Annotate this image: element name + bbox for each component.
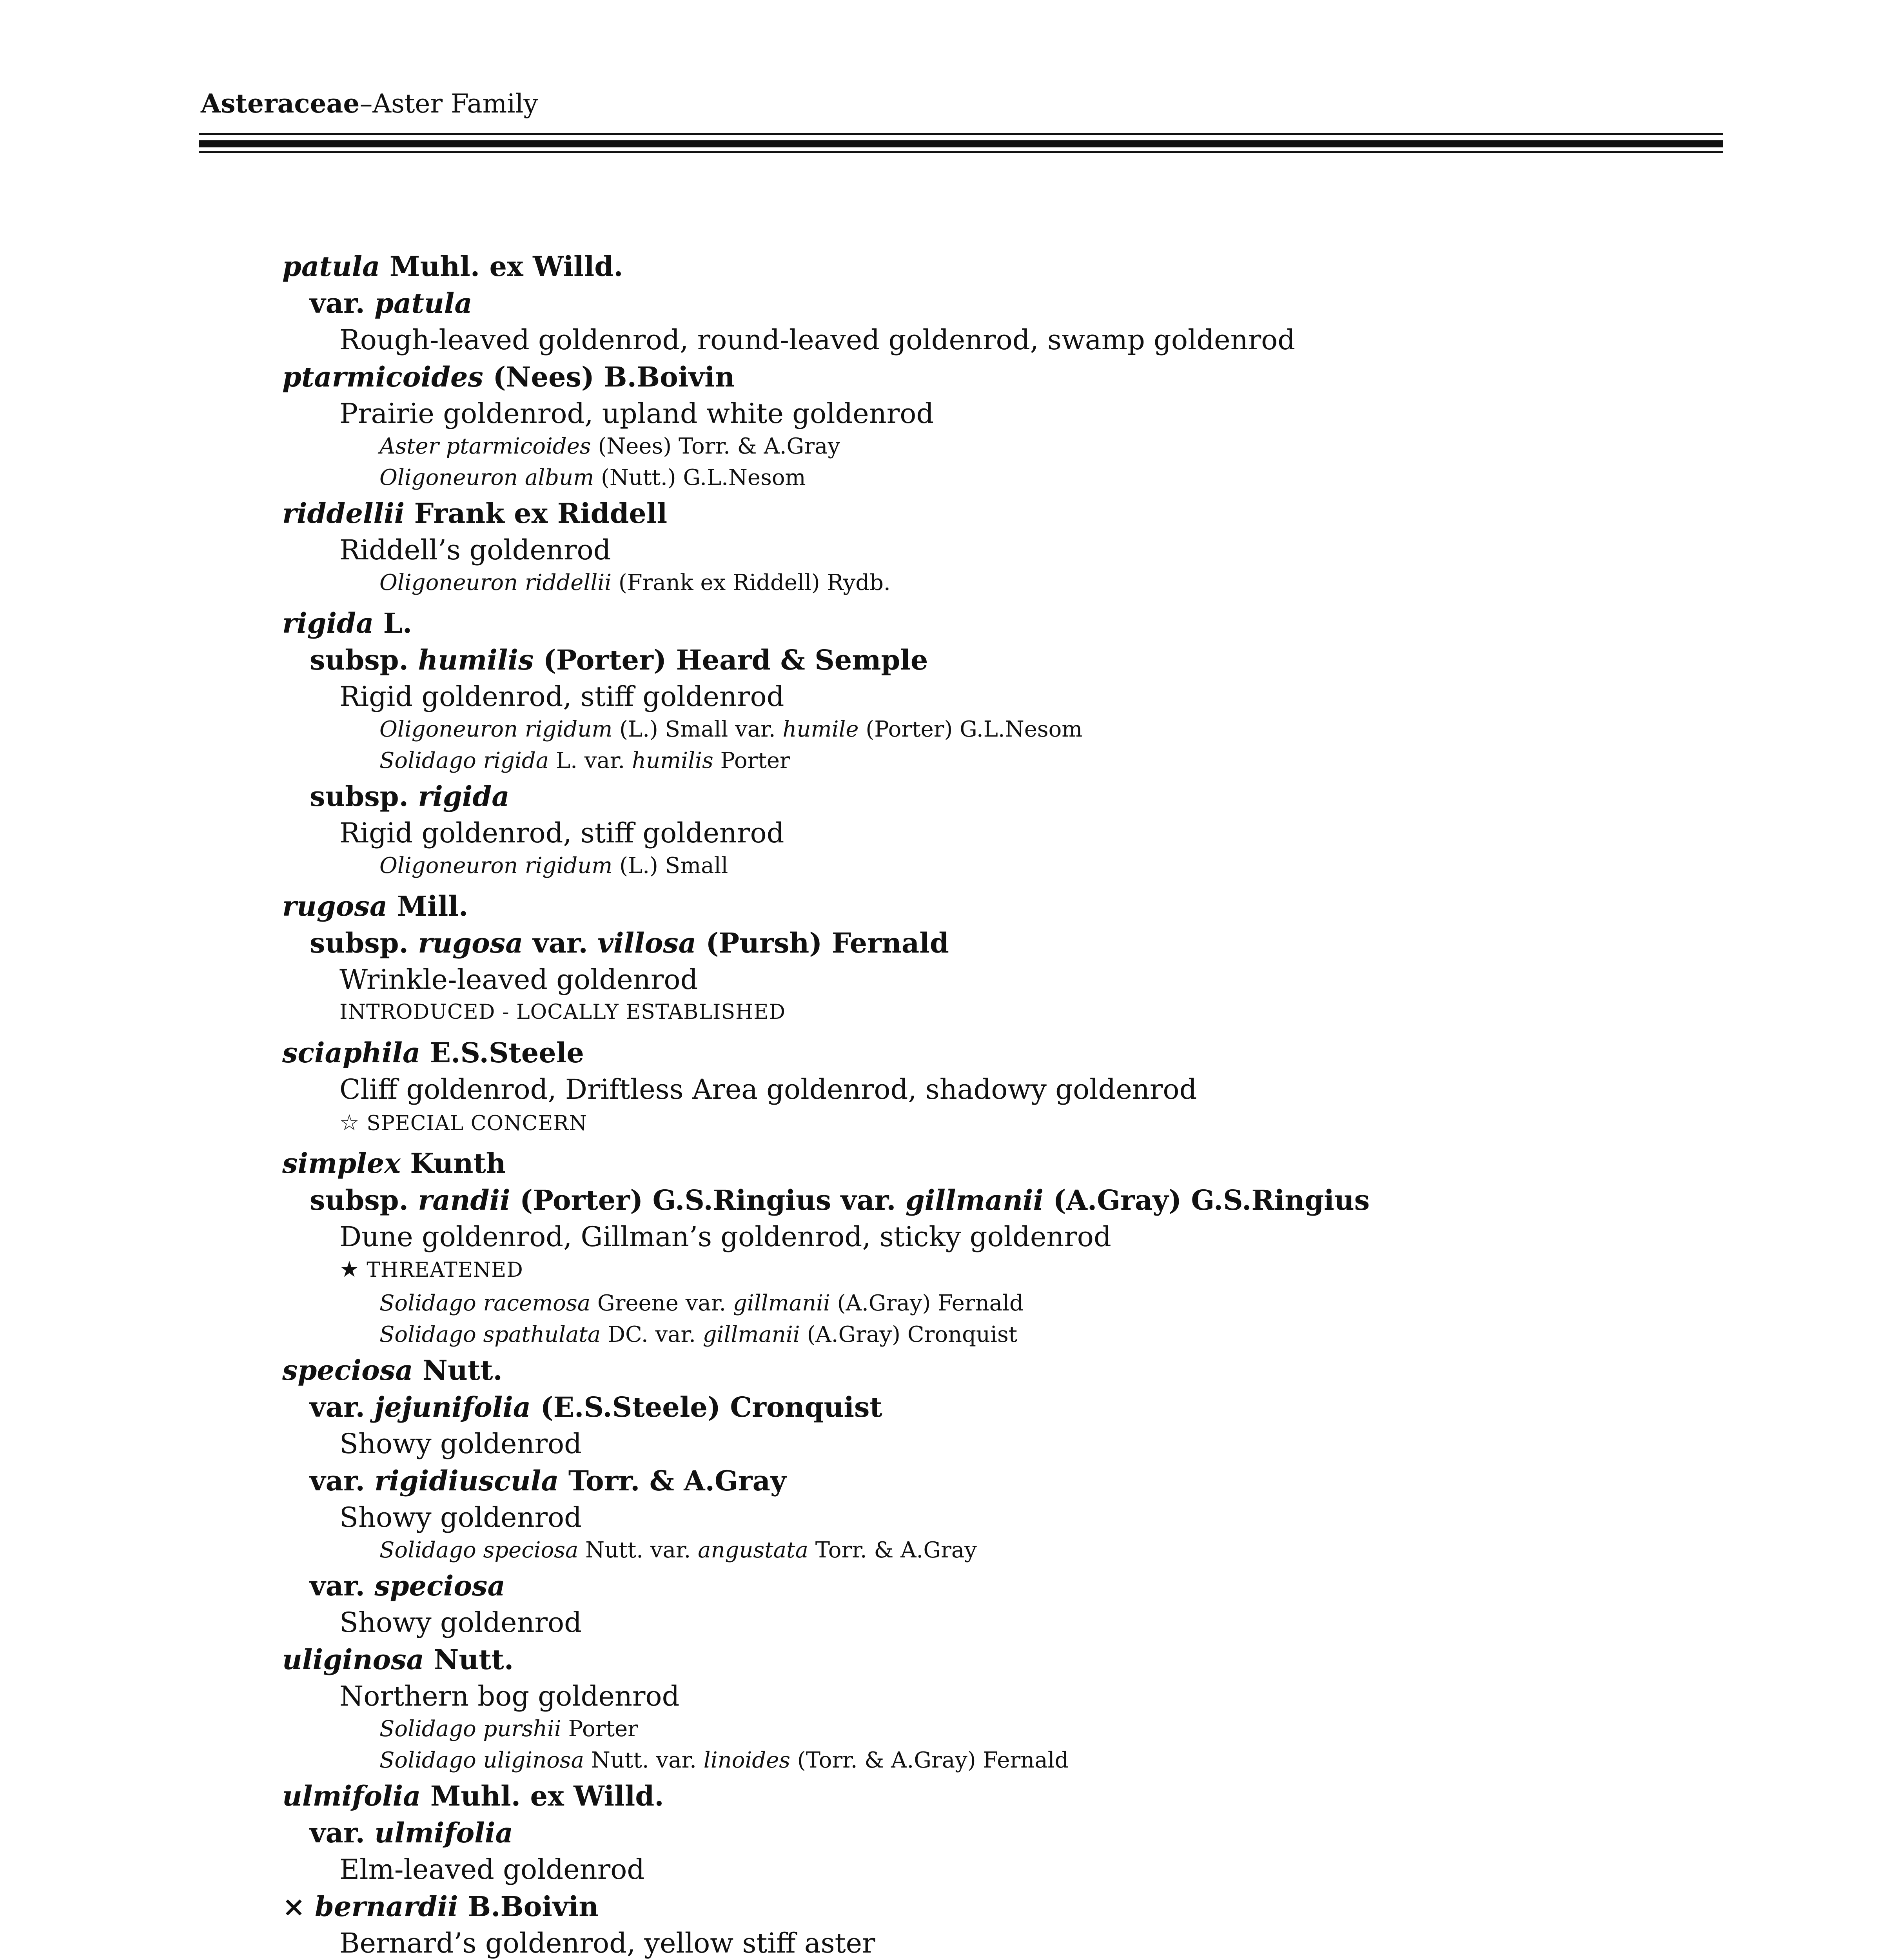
- entry-species: [282, 361, 735, 393]
- italic-name: angustata: [698, 1537, 808, 1563]
- text-run: DC. var.: [601, 1322, 703, 1347]
- text-run: Elm-leaved goldenrod: [339, 1853, 645, 1886]
- text-run: L.: [374, 607, 412, 639]
- entry-syn: [379, 1290, 1024, 1316]
- entry-syn: [379, 717, 1082, 742]
- entry-infra: [310, 1570, 505, 1602]
- header-family-name: Asteraceae: [201, 88, 360, 119]
- entry-common: [339, 1221, 1111, 1253]
- italic-name: Aster ptarmicoides: [379, 434, 591, 459]
- entry-infra: [310, 644, 928, 676]
- text-run: E.S.Steele: [420, 1036, 584, 1069]
- italic-name: Solidago purshii: [379, 1716, 561, 1742]
- italic-name: simplex: [282, 1147, 401, 1180]
- entry-infra: [310, 927, 949, 959]
- italic-name: rigidiuscula: [374, 1465, 559, 1497]
- text-run: (Porter) Heard & Semple: [534, 644, 928, 676]
- italic-name: rugosa: [418, 927, 523, 959]
- italic-name: patula: [374, 287, 472, 319]
- entry-syn: [379, 1537, 977, 1563]
- entry-status: [339, 1110, 587, 1136]
- entry-syn: [379, 748, 790, 773]
- entry-syn: [379, 570, 891, 595]
- entry-common: [339, 817, 784, 849]
- text-run: Greene var.: [590, 1290, 733, 1316]
- entry-infra: [310, 1391, 882, 1423]
- text-run: L. var.: [549, 748, 632, 773]
- entry-syn: [379, 465, 806, 490]
- entry-infra: [310, 1465, 786, 1497]
- entry-species: [282, 1890, 599, 1923]
- text-run: var.: [310, 1391, 375, 1423]
- italic-name: speciosa: [282, 1354, 413, 1387]
- text-run: Nutt. var.: [584, 1748, 704, 1773]
- text-run: (Pursh) Fernald: [696, 927, 949, 959]
- text-run: (L.) Small: [612, 853, 728, 878]
- entry-syn: [379, 434, 840, 459]
- header-rule-thick: [199, 140, 1723, 147]
- text-run: (Porter) G.L.Nesom: [858, 717, 1083, 742]
- text-run: (Nees) Torr. & A.Gray: [591, 434, 840, 459]
- entry-infra: [310, 780, 510, 813]
- entry-common: [339, 1680, 679, 1712]
- entry-species: [282, 607, 412, 639]
- text-run: (Nutt.) G.L.Nesom: [594, 465, 806, 490]
- text-run: subsp.: [310, 1184, 418, 1216]
- italic-name: linoides: [703, 1748, 791, 1773]
- text-run: Porter: [713, 748, 790, 773]
- italic-name: humilis: [632, 748, 713, 773]
- italic-name: Oligoneuron rigidum: [379, 853, 613, 878]
- text-run: var.: [310, 287, 375, 319]
- entry-syn: [379, 1748, 1069, 1773]
- text-run: Kunth: [400, 1147, 506, 1180]
- italic-name: Solidago speciosa: [379, 1537, 579, 1563]
- text-run: Prairie goldenrod, upland white goldenrod: [339, 397, 934, 430]
- italic-name: speciosa: [374, 1570, 505, 1602]
- text-run: (A.Gray) G.S.Ringius: [1044, 1184, 1370, 1216]
- text-run: Porter: [561, 1716, 638, 1742]
- italic-name: patula: [282, 250, 380, 283]
- header-rule: [199, 151, 1723, 153]
- header-family-common: –Aster Family: [359, 89, 538, 119]
- entry-infra: [310, 287, 472, 319]
- outline-star-icon: ☆: [339, 1110, 360, 1136]
- text-run: subsp.: [310, 644, 418, 676]
- text-run: Torr. & A.Gray: [559, 1465, 786, 1497]
- italic-name: uliginosa: [282, 1643, 424, 1676]
- entry-common: [339, 1501, 582, 1534]
- italic-name: ptarmicoides: [282, 361, 483, 393]
- italic-name: riddellii: [282, 497, 405, 530]
- entry-species: [282, 1780, 664, 1812]
- text-run: ×: [282, 1890, 315, 1923]
- text-run: B.Boivin: [458, 1890, 599, 1923]
- entry-species: [282, 250, 623, 283]
- italic-name: villosa: [597, 927, 697, 959]
- text-run: Torr. & A.Gray: [808, 1537, 977, 1563]
- italic-name: bernardii: [315, 1890, 458, 1923]
- italic-name: humilis: [418, 644, 534, 676]
- entry-common: [339, 964, 698, 996]
- text-run: Frank ex Riddell: [405, 497, 668, 530]
- entry-species: [282, 890, 468, 922]
- italic-name: Oligoneuron rigidum: [379, 717, 613, 742]
- italic-name: rigida: [282, 607, 374, 639]
- text-run: (E.S.Steele) Cronquist: [531, 1391, 882, 1423]
- text-run: Cliff goldenrod, Driftless Area goldenrod, shadowy goldenrod: [339, 1073, 1197, 1105]
- entry-species: [282, 497, 667, 530]
- italic-name: Solidago racemosa: [379, 1290, 591, 1316]
- entry-syn: [379, 1322, 1017, 1347]
- entry-infra: [310, 1184, 1370, 1216]
- text-run: Nutt.: [424, 1643, 514, 1676]
- text-run: var.: [310, 1570, 375, 1602]
- text-run: INTRODUCED - LOCALLY ESTABLISHED: [339, 1000, 786, 1024]
- text-run: Northern bog goldenrod: [339, 1680, 680, 1712]
- italic-name: Solidago uliginosa: [379, 1748, 584, 1773]
- italic-name: rigida: [418, 780, 510, 813]
- text-run: (A.Gray) Fernald: [830, 1290, 1024, 1316]
- entry-common: [339, 397, 934, 430]
- text-run: var.: [310, 1465, 375, 1497]
- italic-name: humile: [782, 717, 859, 742]
- text-run: Muhl. ex Willd.: [421, 1780, 664, 1812]
- text-run: Rigid goldenrod, stiff goldenrod: [339, 817, 784, 849]
- entry-status: [339, 1000, 786, 1024]
- text-run: Wrinkle-leaved goldenrod: [339, 964, 698, 996]
- text-run: var.: [523, 927, 598, 959]
- italic-name: Oligoneuron riddellii: [379, 570, 612, 595]
- italic-name: rugosa: [282, 890, 388, 922]
- text-run: Nutt. var.: [578, 1537, 698, 1563]
- running-header: [201, 88, 538, 119]
- entry-common: [339, 1606, 582, 1639]
- italic-name: gillmanii: [905, 1184, 1044, 1216]
- entry-species: [282, 1354, 503, 1387]
- text-run: var.: [310, 1817, 375, 1849]
- entry-infra: [310, 1817, 513, 1849]
- entry-species: [282, 1036, 584, 1069]
- text-run: (Frank ex Riddell) Rydb.: [612, 570, 891, 595]
- text-run: Muhl. ex Willd.: [380, 250, 623, 283]
- entry-syn: [379, 853, 728, 878]
- text-run: Rough-leaved goldenrod, round-leaved goldenrod, swamp goldenrod: [339, 324, 1296, 356]
- header-rule: [199, 133, 1723, 135]
- italic-name: Solidago rigida: [379, 748, 549, 773]
- text-run: Nutt.: [413, 1354, 503, 1387]
- text-run: (A.Gray) Cronquist: [800, 1322, 1018, 1347]
- text-run: subsp.: [310, 780, 418, 813]
- text-run: SPECIAL CONCERN: [367, 1112, 588, 1135]
- entry-common: [339, 1428, 582, 1460]
- italic-name: sciaphila: [282, 1036, 421, 1069]
- entry-syn: [379, 1716, 638, 1742]
- text-run: Showy goldenrod: [339, 1501, 582, 1534]
- entry-species: [282, 1147, 506, 1180]
- entry-status: [339, 1257, 523, 1282]
- text-run: Mill.: [387, 890, 468, 922]
- entry-common: [339, 681, 784, 713]
- italic-name: Oligoneuron album: [379, 465, 594, 490]
- italic-name: gillmanii: [733, 1290, 830, 1316]
- entry-common: [339, 1853, 644, 1886]
- text-run: (L.) Small var.: [612, 717, 783, 742]
- text-run: Dune goldenrod, Gillman’s goldenrod, sticky goldenrod: [339, 1221, 1111, 1253]
- italic-name: ulmifolia: [282, 1780, 421, 1812]
- entry-species: [282, 1643, 514, 1676]
- italic-name: ulmifolia: [374, 1817, 513, 1849]
- italic-name: Solidago spathulata: [379, 1322, 601, 1347]
- entry-common: [339, 534, 611, 566]
- text-run: Showy goldenrod: [339, 1428, 582, 1460]
- entry-common: [339, 1073, 1197, 1105]
- filled-star-icon: ★: [339, 1257, 360, 1282]
- entry-common: [339, 1927, 875, 1959]
- text-run: Showy goldenrod: [339, 1606, 582, 1639]
- text-run: THREATENED: [367, 1258, 523, 1282]
- entry-common: [339, 324, 1295, 356]
- italic-name: jejunifolia: [374, 1391, 531, 1423]
- text-run: Riddell’s goldenrod: [339, 534, 611, 566]
- text-run: Rigid goldenrod, stiff goldenrod: [339, 681, 784, 713]
- italic-name: gillmanii: [702, 1322, 800, 1347]
- text-run: (Torr. & A.Gray) Fernald: [790, 1748, 1069, 1773]
- text-run: (Nees) B.Boivin: [483, 361, 735, 393]
- text-run: subsp.: [310, 927, 418, 959]
- text-run: Bernard’s goldenrod, yellow stiff aster: [339, 1927, 875, 1959]
- italic-name: randii: [418, 1184, 510, 1216]
- text-run: (Porter) G.S.Ringius var.: [510, 1184, 906, 1216]
